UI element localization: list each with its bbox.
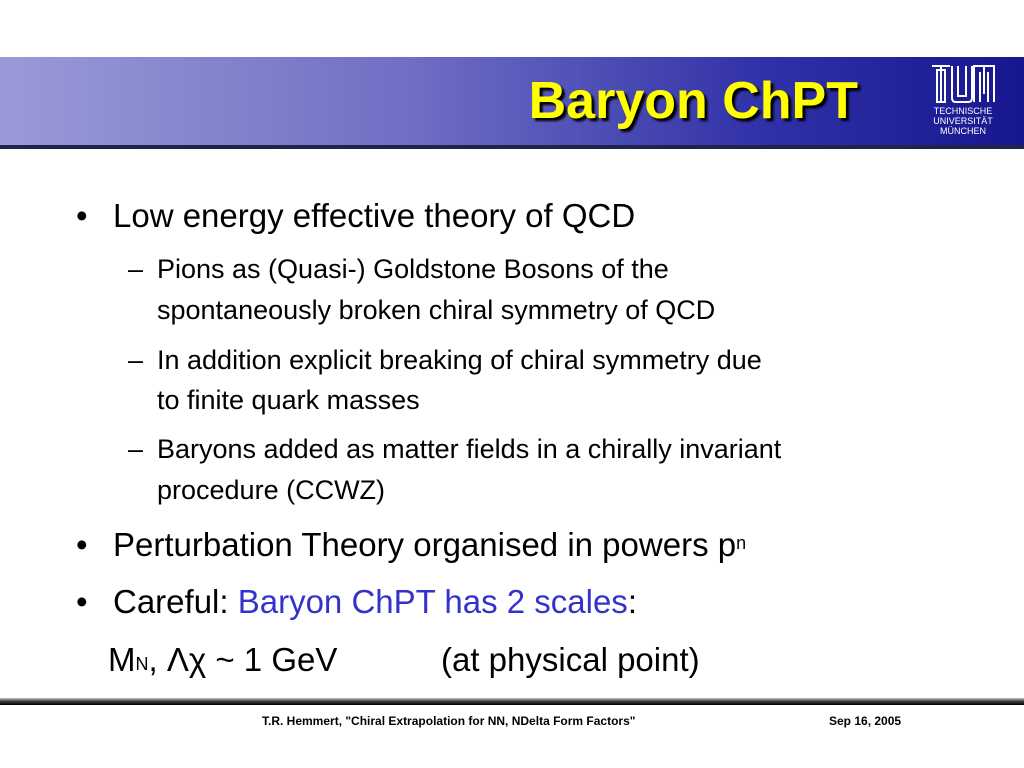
tum-logo-icon [930, 64, 996, 104]
logo-wordmark [930, 106, 996, 136]
highlighted-phrase: Baryon ChPT has 2 scales [237, 583, 628, 620]
logo-line: MÜNCHEN [940, 126, 986, 136]
dash-marker: – [128, 254, 144, 284]
dash-marker: – [128, 434, 144, 464]
footer-date: Sep 16, 2005 [829, 714, 902, 728]
bullet-marker: • [76, 583, 88, 620]
scales-formula [108, 640, 337, 680]
sub-bullet-text: spontaneously broken chiral symmetry of QCD [157, 295, 716, 325]
subscript: N [135, 654, 149, 674]
slide-title: Baryon ChPT [528, 72, 858, 130]
bullet-marker: • [76, 526, 88, 563]
bullet-suffix: : [627, 583, 637, 620]
bullet-text: Low energy effective theory of QCD [113, 197, 636, 234]
sub-bullet-text: procedure (CCWZ) [157, 475, 386, 505]
bullet-text [113, 525, 746, 565]
scales-note: (at physical point) [441, 641, 700, 678]
nucleon-mass-symbol: M [108, 641, 136, 678]
bullet-main-text: Perturbation Theory organised in powers p [113, 526, 737, 563]
title-band [0, 57, 1024, 145]
sub-bullet-text: Pions as (Quasi-) Goldstone Bosons of the [157, 254, 669, 284]
logo-line: TECHNISCHE [933, 106, 993, 116]
scale-value: , Λχ ~ 1 GeV [148, 641, 338, 678]
logo-line: UNIVERSITÄT [933, 116, 993, 126]
sub-bullet-text: Baryons added as matter fields in a chirally invariant [157, 434, 782, 464]
footer-divider [0, 698, 1024, 705]
footer-citation: T.R. Hemmert, "Chiral Extrapolation for NN, NDelta Form Factors" [262, 714, 636, 728]
university-logo [930, 64, 996, 142]
sub-bullet-text: to finite quark masses [157, 385, 420, 415]
dash-marker: – [128, 345, 144, 375]
superscript: n [736, 533, 747, 553]
bullet-marker: • [76, 197, 88, 234]
bullet-prefix: Careful: [113, 583, 238, 620]
title-divider [0, 145, 1024, 149]
bullet-text [113, 582, 637, 622]
sub-bullet-text: In addition explicit breaking of chiral symmetry due [157, 345, 762, 375]
